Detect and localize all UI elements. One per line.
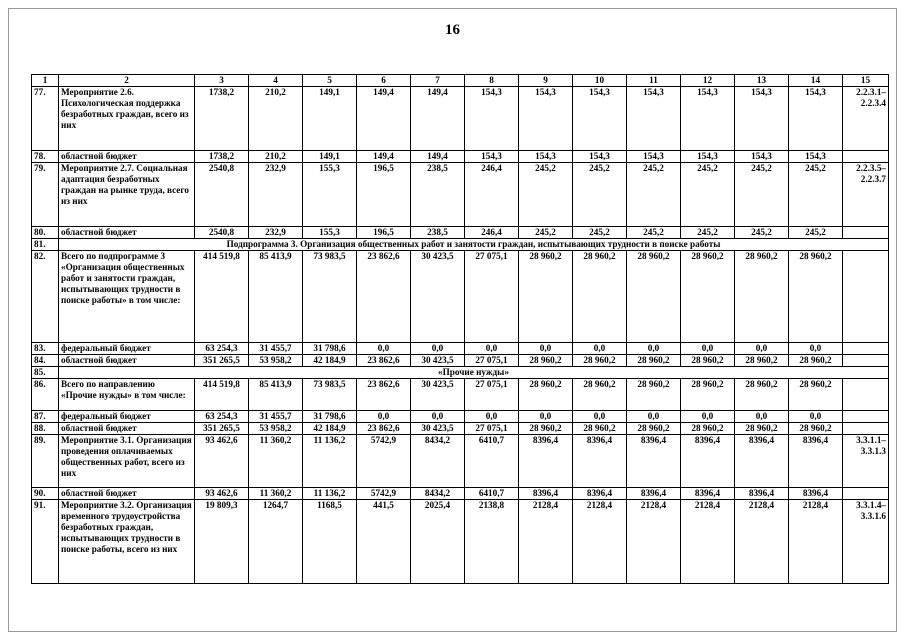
column-header: 3 (195, 75, 249, 87)
table-body (32, 75, 889, 584)
value-cell: 28 960,2 (789, 379, 843, 411)
value-cell: 28 960,2 (789, 423, 843, 435)
value-cell: 31 455,7 (249, 343, 303, 355)
reference-cell: 2.2.3.1– 2.2.3.4 (843, 87, 889, 151)
value-cell: 8396,4 (627, 435, 681, 488)
row-number: 90. (32, 488, 59, 500)
row-name: федеральный бюджет (59, 411, 195, 423)
value-cell: 6410,7 (465, 435, 519, 488)
value-cell: 8396,4 (519, 488, 573, 500)
value-cell: 0,0 (519, 411, 573, 423)
value-cell: 28 960,2 (681, 379, 735, 411)
value-cell: 0,0 (789, 343, 843, 355)
table-row (32, 87, 889, 151)
row-number: 78. (32, 151, 59, 163)
row-number: 85. (32, 367, 59, 379)
value-cell: 210,2 (249, 151, 303, 163)
table-row (32, 355, 889, 367)
column-header: 10 (573, 75, 627, 87)
value-cell: 149,1 (303, 151, 357, 163)
value-cell: 441,5 (357, 500, 411, 584)
value-cell: 28 960,2 (735, 251, 789, 343)
value-cell: 0,0 (735, 343, 789, 355)
value-cell: 28 960,2 (519, 355, 573, 367)
value-cell: 19 809,3 (195, 500, 249, 584)
value-cell: 0,0 (465, 343, 519, 355)
row-name: областной бюджет (59, 151, 195, 163)
row-number: 79. (32, 163, 59, 227)
value-cell: 232,9 (249, 163, 303, 227)
value-cell: 28 960,2 (573, 355, 627, 367)
table-row (32, 500, 889, 584)
column-header: 12 (681, 75, 735, 87)
value-cell: 154,3 (573, 151, 627, 163)
row-number: 80. (32, 227, 59, 239)
value-cell: 5742,9 (357, 488, 411, 500)
value-cell: 63 254,3 (195, 411, 249, 423)
value-cell: 2128,4 (573, 500, 627, 584)
value-cell: 42 184,9 (303, 355, 357, 367)
value-cell: 0,0 (627, 343, 681, 355)
value-cell: 0,0 (357, 411, 411, 423)
value-cell: 245,2 (789, 227, 843, 239)
reference-cell (843, 411, 889, 423)
value-cell: 28 960,2 (735, 423, 789, 435)
value-cell: 155,3 (303, 227, 357, 239)
value-cell: 149,1 (303, 87, 357, 151)
row-name: Всего по подпрограмме 3 «Организация общественных работ и занятости граждан, испытывающих трудности в поиске работы» в том числе: (59, 251, 195, 343)
table-row (32, 411, 889, 423)
value-cell: 245,2 (735, 163, 789, 227)
value-cell: 149,4 (357, 151, 411, 163)
row-name: Мероприятие 2.6. Психологическая поддержка безработных граждан, всего из них (59, 87, 195, 151)
value-cell: 154,3 (681, 151, 735, 163)
value-cell: 28 960,2 (519, 423, 573, 435)
value-cell: 31 798,6 (303, 343, 357, 355)
value-cell: 149,4 (357, 87, 411, 151)
table-row (32, 163, 889, 227)
row-name: областной бюджет (59, 423, 195, 435)
value-cell: 28 960,2 (519, 251, 573, 343)
value-cell: 8396,4 (735, 488, 789, 500)
value-cell: 28 960,2 (627, 379, 681, 411)
value-cell: 23 862,6 (357, 379, 411, 411)
column-header: 5 (303, 75, 357, 87)
value-cell: 28 960,2 (735, 355, 789, 367)
value-cell: 154,3 (627, 151, 681, 163)
table-row (32, 488, 889, 500)
value-cell: 23 862,6 (357, 355, 411, 367)
value-cell: 31 798,6 (303, 411, 357, 423)
value-cell: 28 960,2 (735, 379, 789, 411)
value-cell: 8396,4 (627, 488, 681, 500)
value-cell: 28 960,2 (573, 251, 627, 343)
value-cell: 8396,4 (735, 435, 789, 488)
value-cell: 0,0 (681, 343, 735, 355)
value-cell: 6410,7 (465, 488, 519, 500)
table-row (32, 379, 889, 411)
column-header: 1 (32, 75, 59, 87)
section-row (32, 367, 889, 379)
value-cell: 28 960,2 (681, 423, 735, 435)
value-cell: 23 862,6 (357, 423, 411, 435)
value-cell: 245,2 (681, 163, 735, 227)
table-row (32, 227, 889, 239)
value-cell: 8396,4 (681, 488, 735, 500)
row-name: федеральный бюджет (59, 343, 195, 355)
column-header: 4 (249, 75, 303, 87)
value-cell: 1168,5 (303, 500, 357, 584)
value-cell: 196,5 (357, 227, 411, 239)
reference-cell: 3.3.1.1– 3.3.1.3 (843, 435, 889, 488)
value-cell: 154,3 (735, 87, 789, 151)
value-cell: 232,9 (249, 227, 303, 239)
value-cell: 246,4 (465, 163, 519, 227)
value-cell: 245,2 (627, 163, 681, 227)
table-row (32, 343, 889, 355)
reference-cell: 2.2.3.5– 2.2.3.7 (843, 163, 889, 227)
value-cell: 63 254,3 (195, 343, 249, 355)
value-cell: 154,3 (573, 87, 627, 151)
reference-cell: 3.3.1.4– 3.3.1.6 (843, 500, 889, 584)
value-cell: 53 958,2 (249, 423, 303, 435)
section-title: «Прочие нужды» (59, 367, 889, 379)
value-cell: 245,2 (627, 227, 681, 239)
value-cell: 238,5 (411, 227, 465, 239)
value-cell: 0,0 (411, 343, 465, 355)
column-header: 14 (789, 75, 843, 87)
value-cell: 2128,4 (627, 500, 681, 584)
value-cell: 73 983,5 (303, 379, 357, 411)
value-cell: 154,3 (789, 151, 843, 163)
row-name: областной бюджет (59, 355, 195, 367)
column-header: 2 (59, 75, 195, 87)
section-title: Подпрограмма 3. Организация общественных работ и занятости граждан, испытывающих трудности в поиске работы (59, 239, 889, 251)
row-number: 86. (32, 379, 59, 411)
reference-cell (843, 343, 889, 355)
value-cell: 53 958,2 (249, 355, 303, 367)
column-header: 7 (411, 75, 465, 87)
row-name: областной бюджет (59, 488, 195, 500)
row-number: 77. (32, 87, 59, 151)
row-number: 91. (32, 500, 59, 584)
value-cell: 31 455,7 (249, 411, 303, 423)
reference-cell (843, 379, 889, 411)
row-number: 83. (32, 343, 59, 355)
column-header: 8 (465, 75, 519, 87)
row-name: Мероприятие 3.2. Организация временного трудоустройства безработных граждан, испытывающих трудности в поиске работы, всего из них (59, 500, 195, 584)
value-cell: 11 136,2 (303, 488, 357, 500)
value-cell: 1738,2 (195, 151, 249, 163)
value-cell: 30 423,5 (411, 355, 465, 367)
value-cell: 27 075,1 (465, 379, 519, 411)
column-header-row (32, 75, 889, 87)
value-cell: 351 265,5 (195, 423, 249, 435)
value-cell: 23 862,6 (357, 251, 411, 343)
row-name: Мероприятие 3.1. Организация проведения оплачиваемых общественных работ, всего из них (59, 435, 195, 488)
value-cell: 11 360,2 (249, 488, 303, 500)
value-cell: 85 413,9 (249, 379, 303, 411)
value-cell: 1264,7 (249, 500, 303, 584)
value-cell: 30 423,5 (411, 251, 465, 343)
value-cell: 8396,4 (573, 488, 627, 500)
value-cell: 246,4 (465, 227, 519, 239)
reference-cell (843, 227, 889, 239)
value-cell: 245,2 (681, 227, 735, 239)
value-cell: 93 462,6 (195, 435, 249, 488)
value-cell: 27 075,1 (465, 251, 519, 343)
value-cell: 210,2 (249, 87, 303, 151)
column-header: 11 (627, 75, 681, 87)
value-cell: 27 075,1 (465, 423, 519, 435)
value-cell: 5742,9 (357, 435, 411, 488)
value-cell: 245,2 (573, 227, 627, 239)
value-cell: 2138,8 (465, 500, 519, 584)
value-cell: 85 413,9 (249, 251, 303, 343)
table-row (32, 435, 889, 488)
value-cell: 28 960,2 (573, 423, 627, 435)
value-cell: 2025,4 (411, 500, 465, 584)
value-cell: 30 423,5 (411, 379, 465, 411)
value-cell: 28 960,2 (627, 423, 681, 435)
row-number: 81. (32, 239, 59, 251)
value-cell: 2540,8 (195, 227, 249, 239)
value-cell: 155,3 (303, 163, 357, 227)
value-cell: 196,5 (357, 163, 411, 227)
value-cell: 27 075,1 (465, 355, 519, 367)
value-cell: 28 960,2 (627, 355, 681, 367)
column-header: 13 (735, 75, 789, 87)
value-cell: 245,2 (789, 163, 843, 227)
value-cell: 0,0 (411, 411, 465, 423)
value-cell: 245,2 (573, 163, 627, 227)
value-cell: 28 960,2 (519, 379, 573, 411)
row-name: Мероприятие 2.7. Социальная адаптация безработных граждан на рынке труда, всего из них (59, 163, 195, 227)
value-cell: 0,0 (789, 411, 843, 423)
value-cell: 351 265,5 (195, 355, 249, 367)
value-cell: 149,4 (411, 151, 465, 163)
table-row (32, 151, 889, 163)
value-cell: 0,0 (465, 411, 519, 423)
reference-cell (843, 251, 889, 343)
value-cell: 28 960,2 (573, 379, 627, 411)
value-cell: 149,4 (411, 87, 465, 151)
column-header: 15 (843, 75, 889, 87)
value-cell: 1738,2 (195, 87, 249, 151)
value-cell: 28 960,2 (681, 355, 735, 367)
value-cell: 414 519,8 (195, 379, 249, 411)
value-cell: 154,3 (519, 87, 573, 151)
value-cell: 0,0 (573, 411, 627, 423)
table-row (32, 423, 889, 435)
row-number: 87. (32, 411, 59, 423)
value-cell: 245,2 (735, 227, 789, 239)
value-cell: 28 960,2 (789, 355, 843, 367)
value-cell: 0,0 (735, 411, 789, 423)
value-cell: 154,3 (735, 151, 789, 163)
value-cell: 2128,4 (735, 500, 789, 584)
value-cell: 0,0 (573, 343, 627, 355)
value-cell: 2128,4 (681, 500, 735, 584)
reference-cell (843, 151, 889, 163)
value-cell: 8434,2 (411, 435, 465, 488)
value-cell: 28 960,2 (789, 251, 843, 343)
column-header: 9 (519, 75, 573, 87)
row-name: Всего по направлению «Прочие нужды» в том числе: (59, 379, 195, 411)
value-cell: 28 960,2 (627, 251, 681, 343)
value-cell: 8396,4 (789, 488, 843, 500)
value-cell: 2128,4 (519, 500, 573, 584)
value-cell: 154,3 (465, 151, 519, 163)
section-row (32, 239, 889, 251)
value-cell: 8396,4 (573, 435, 627, 488)
value-cell: 42 184,9 (303, 423, 357, 435)
value-cell: 154,3 (681, 87, 735, 151)
reference-cell (843, 355, 889, 367)
budget-table (31, 74, 889, 584)
value-cell: 154,3 (519, 151, 573, 163)
reference-cell (843, 423, 889, 435)
value-cell: 73 983,5 (303, 251, 357, 343)
value-cell: 245,2 (519, 227, 573, 239)
value-cell: 8396,4 (789, 435, 843, 488)
value-cell: 245,2 (519, 163, 573, 227)
row-number: 82. (32, 251, 59, 343)
value-cell: 0,0 (519, 343, 573, 355)
value-cell: 0,0 (357, 343, 411, 355)
value-cell: 0,0 (681, 411, 735, 423)
value-cell: 28 960,2 (681, 251, 735, 343)
value-cell: 154,3 (627, 87, 681, 151)
value-cell: 11 360,2 (249, 435, 303, 488)
reference-cell (843, 488, 889, 500)
value-cell: 238,5 (411, 163, 465, 227)
value-cell: 93 462,6 (195, 488, 249, 500)
column-header: 6 (357, 75, 411, 87)
value-cell: 414 519,8 (195, 251, 249, 343)
value-cell: 8434,2 (411, 488, 465, 500)
value-cell: 2128,4 (789, 500, 843, 584)
row-number: 84. (32, 355, 59, 367)
value-cell: 8396,4 (519, 435, 573, 488)
row-number: 89. (32, 435, 59, 488)
value-cell: 154,3 (789, 87, 843, 151)
table-row (32, 251, 889, 343)
value-cell: 0,0 (627, 411, 681, 423)
value-cell: 154,3 (465, 87, 519, 151)
value-cell: 11 136,2 (303, 435, 357, 488)
row-name: областной бюджет (59, 227, 195, 239)
row-number: 88. (32, 423, 59, 435)
page-number: 16 (445, 22, 460, 38)
value-cell: 8396,4 (681, 435, 735, 488)
value-cell: 2540,8 (195, 163, 249, 227)
value-cell: 30 423,5 (411, 423, 465, 435)
